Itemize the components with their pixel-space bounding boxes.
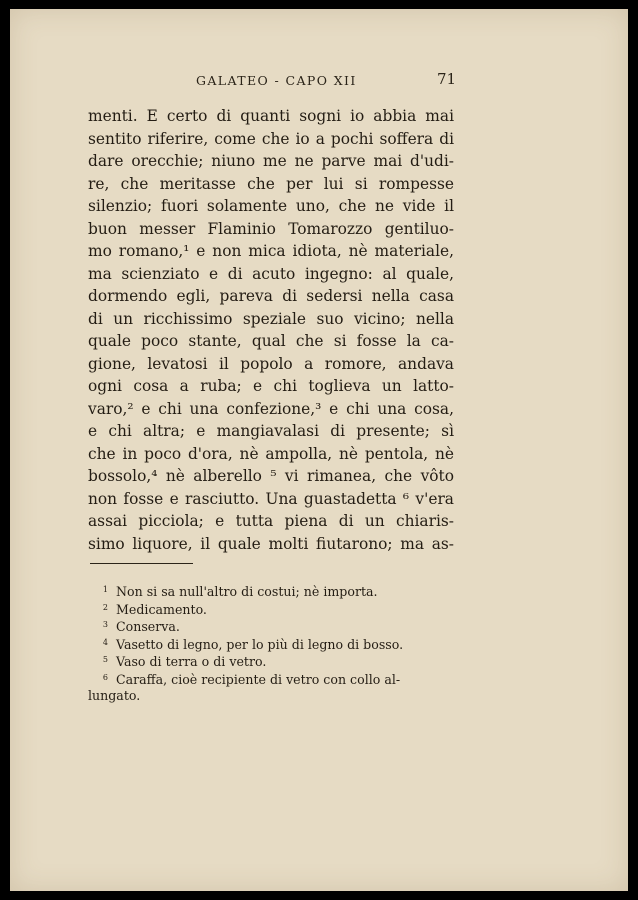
footnote xyxy=(88,651,464,669)
body-line: dormendo egli, pareva di sedersi nella casa xyxy=(88,287,454,305)
body-line: non fosse e rasciutto. Una guastadetta ⁶ v'era xyxy=(88,489,454,508)
body-line: dare orecchie; niuno me ne parve mai d'udi- xyxy=(88,152,454,170)
footnote-mark: 6 xyxy=(102,672,108,682)
page-header xyxy=(10,71,628,91)
body-line: ogni cosa a ruba; e chi toglieva un latto- xyxy=(88,377,454,395)
footnote-text: Caraffa, cioè recipiente di vetro con collo al- xyxy=(116,671,401,687)
body-line: che in poco d'ora, nè ampolla, nè pentola, nè xyxy=(88,444,454,463)
footnote-mark: 5 xyxy=(102,655,108,665)
body-line: sentito riferire, come che io a pochi soffera di xyxy=(88,129,454,148)
footnote-mark: 2 xyxy=(102,602,108,612)
body-line: quale poco stante, qual che si fosse la ca- xyxy=(88,332,454,350)
footnote-mark: 1 xyxy=(102,585,108,594)
body-line: bossolo,⁴ nè alberello ⁵ vi rimanea, che vôto xyxy=(88,467,454,485)
body-line: ma scienziato e di acuto ingegno: al quale, xyxy=(88,264,454,283)
footnote-mark: 4 xyxy=(102,637,108,647)
footnote xyxy=(88,669,464,687)
footnote xyxy=(88,581,464,599)
footnote-mark: 3 xyxy=(102,620,108,630)
body-line: menti. E certo di quanti sogni io abbia mai xyxy=(88,107,454,125)
footnote-text: Vasetto di legno, per lo più di legno di bosso. xyxy=(116,636,404,652)
footnote xyxy=(88,634,464,652)
footnote-text: Non si sa null'altro di costui; nè importa. xyxy=(116,584,378,599)
footnote-continuation: lungato. xyxy=(88,687,141,703)
body-line: assai picciola; e tutta piena di un chiaris- xyxy=(88,512,454,530)
body-line: e chi altra; e mangiavalasi di presente; sì xyxy=(88,422,454,440)
running-title: GALATEO - CAPO XII xyxy=(196,73,357,88)
body-line: gione, levatosi il popolo a romore, andava xyxy=(88,354,454,373)
footnote xyxy=(88,616,464,634)
body-line: mo romano,¹ e non mica idiota, nè materiale, xyxy=(88,242,454,260)
body-line: varo,² e chi una confezione,³ e chi una cosa, xyxy=(88,399,454,418)
footnote xyxy=(88,599,464,617)
body-line: buon messer Flaminio Tomarozzo gentiluo- xyxy=(88,219,454,238)
footnotes xyxy=(88,581,464,704)
footnote-text: Conserva. xyxy=(116,619,180,635)
body-line: silenzio; fuori solamente uno, che ne vide il xyxy=(88,197,454,215)
footnote-text: Vaso di terra o di vetro. xyxy=(116,654,267,670)
body-line: re, che meritasse che per lui si rompesse xyxy=(88,174,454,193)
body-line: simo liquore, il quale molti fiutarono; ma as- xyxy=(88,534,454,553)
body-text xyxy=(88,105,454,555)
footnote-text: Medicamento. xyxy=(116,601,207,617)
page-number: 71 xyxy=(437,70,457,88)
book-page xyxy=(10,9,628,891)
footnote-rule xyxy=(90,563,193,564)
body-line: di un ricchissimo speziale suo vicino; nella xyxy=(88,309,454,328)
